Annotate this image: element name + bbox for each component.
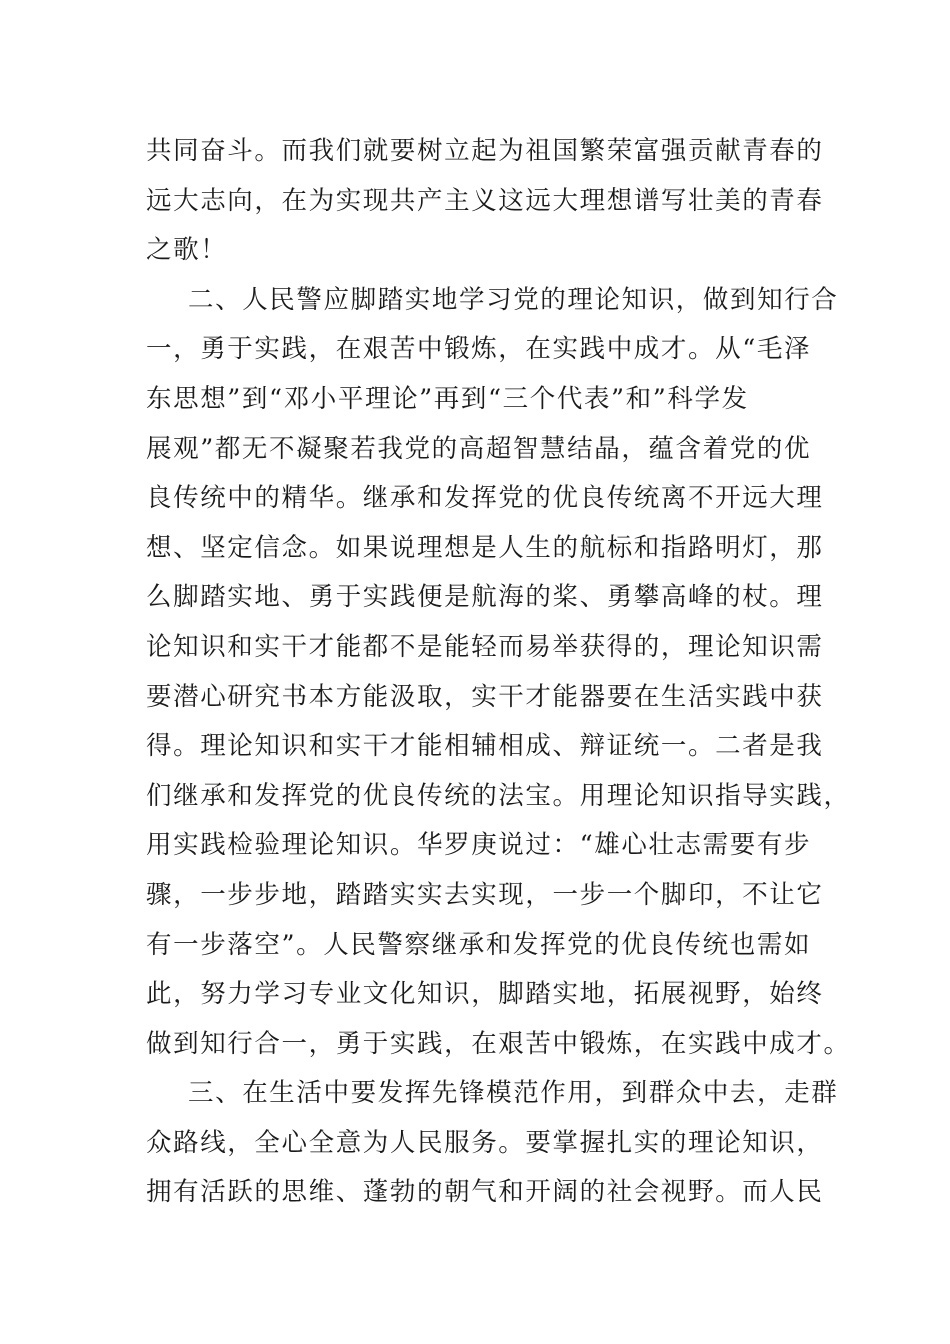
text-line: 们继承和发挥党的优良传统的法宝。用理论知识指导实践，	[146, 780, 851, 811]
document-body	[146, 127, 851, 1218]
text-line: 东思想”到“邓小平理论”再到“三个代表”和”科学发	[146, 383, 749, 414]
text-line: 众路线，全心全意为人民服务。要掌握扎实的理论知识，	[146, 1127, 824, 1158]
text-line: 要潜心研究书本方能汲取，实干才能器要在生活实践中获	[146, 681, 824, 712]
text-line: 共同奋斗。而我们就要树立起为祖国繁荣富强贡献青春的	[146, 136, 824, 166]
section-three-heading-line: 三、在生活中要发挥先锋模范作用，到群众中去，走群	[188, 1078, 839, 1109]
text-line: 远大志向，在为实现共产主义这远大理想谱写壮美的青春	[146, 185, 824, 216]
section-two-heading-line: 二、人民警应脚踏实地学习党的理论知识，做到知行合	[188, 284, 839, 315]
text-line: 一，勇于实践，在艰苦中锻炼，在实践中成才。从“毛泽	[146, 334, 812, 365]
text-line: 骤，一步步地，踏踏实实去实现，一步一个脚印，不让它	[146, 879, 824, 910]
text-line: 得。理论知识和实干才能相辅相成、辩证统一。二者是我	[146, 731, 824, 762]
text-line: 之歌！	[146, 235, 228, 266]
text-line: 拥有活跃的思维、蓬勃的朝气和开阔的社会视野。而人民	[146, 1177, 824, 1208]
text-line: 么脚踏实地、勇于实践便是航海的桨、勇攀高峰的杖。理	[146, 582, 824, 613]
text-line: 想、坚定信念。如果说理想是人生的航标和指路明灯，那	[146, 532, 824, 563]
text-line: 良传统中的精华。继承和发挥党的优良传统离不开远大理	[146, 483, 824, 514]
text-line: 有一步落空”。人民警察继承和发挥党的优良传统也需如	[146, 929, 812, 960]
text-line: 展观”都无不凝聚若我党的高超智慧结晶，蕴含着党的优	[146, 433, 812, 464]
text-line: 用实践检验理论知识。华罗庚说过：“雄心壮志需要有步	[146, 830, 812, 861]
text-line: 做到知行合一，勇于实践，在艰苦中锻炼，在实践中成才。	[146, 1028, 851, 1059]
text-line: 此，努力学习专业文化知识，脚踏实地，拓展视野，始终	[146, 979, 824, 1010]
text-line: 论知识和实干才能都不是能轻而易举获得的，理论知识需	[146, 631, 824, 662]
